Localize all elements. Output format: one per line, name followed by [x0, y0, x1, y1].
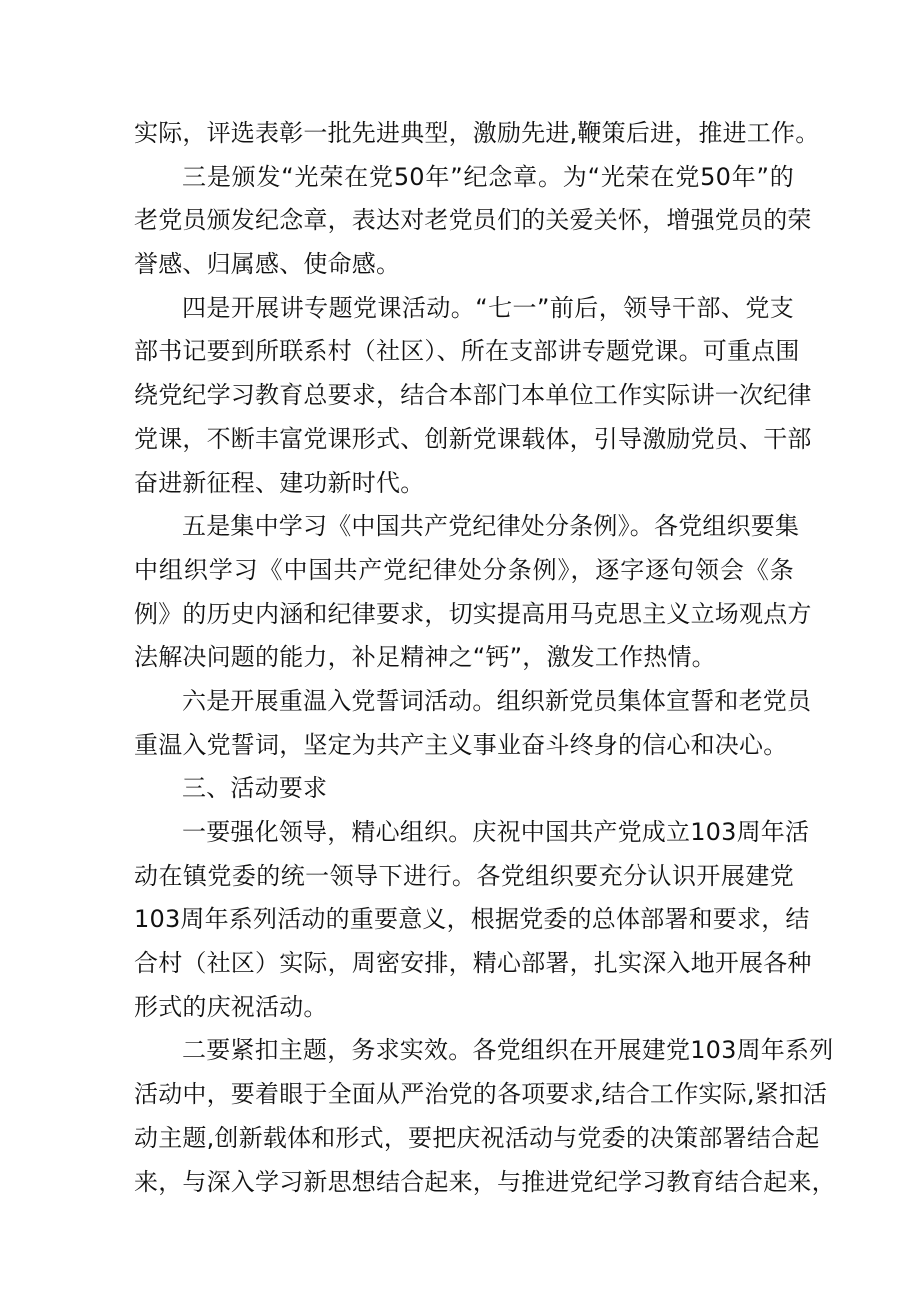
text-line: 动主题,创新载体和形式，要把庆祝活动与党委的决策部署结合起: [134, 1123, 820, 1152]
text-line: 奋进新征程、建功新时代。: [134, 468, 425, 497]
text-line: 实际，评选表彰一批先进典型，激励先进,鞭策后进，推进工作。: [134, 119, 820, 147]
text-line: 绕党纪学习教育总要求，结合本部门本单位工作实际讲一次纪律: [134, 381, 812, 410]
text-line: 誉感、归属感、使命感。: [134, 250, 401, 279]
text-line: 老党员颁发纪念章，表达对老党员们的关爱关怀，增强党员的荣: [134, 206, 812, 235]
text-line: 法解决问题的能力，补足精神之“钙”，激发工作热情。: [134, 643, 716, 672]
text-line: 重温入党誓词，坚定为共产主义事业奋斗终身的信心和决心。: [134, 730, 788, 759]
text-line: 形式的庆祝活动。: [134, 992, 328, 1021]
text-line: 四是开展讲专题党课活动。“七一”前后，领导干部、党支: [182, 293, 794, 322]
text-line: 党课，不断丰富党课形式、创新党课载体，引导激励党员、干部: [134, 424, 812, 453]
text-line: 中组织学习《中国共产党纪律处分条例》，逐字逐句领会《条: [134, 555, 794, 584]
text-line: 活动中，要着眼于全面从严治党的各项要求,结合工作实际,紧扣活: [134, 1080, 828, 1109]
text-line: 二要紧扣主题，务求实效。各党组织在开展建党103周年系列: [182, 1036, 834, 1065]
text-line: 五是集中学习《中国共产党纪律处分条例》。各党组织要集: [182, 512, 800, 541]
text-line: 来，与深入学习新思想结合起来，与推进党纪学习教育结合起来，: [134, 1167, 836, 1196]
text-line: 一要强化领导，精心组织。庆祝中国共产党成立103周年活: [182, 818, 810, 846]
text-line: 三是颁发“光荣在党50年”纪念章。为“光荣在党50年”的: [182, 162, 794, 191]
section-heading: 三、活动要求: [182, 774, 328, 803]
text-line: 例》的历史内涵和纪律要求，切实提高用马克思主义立场观点方: [134, 599, 812, 628]
text-line: 六是开展重温入党誓词活动。组织新党员集体宣誓和老党员: [182, 686, 812, 715]
text-line: 动在镇党委的统一领导下进行。各党组织要充分认识开展建党: [134, 861, 794, 890]
text-line: 103周年系列活动的重要意义，根据党委的总体部署和要求，结: [134, 905, 810, 934]
text-line: 部书记要到所联系村（社区）、所在支部讲专题党课。可重点围: [134, 337, 800, 366]
document-body: [134, 112, 836, 1204]
text-line: 合村（社区）实际，周密安排，精心部署，扎实深入地开展各种: [134, 949, 812, 978]
